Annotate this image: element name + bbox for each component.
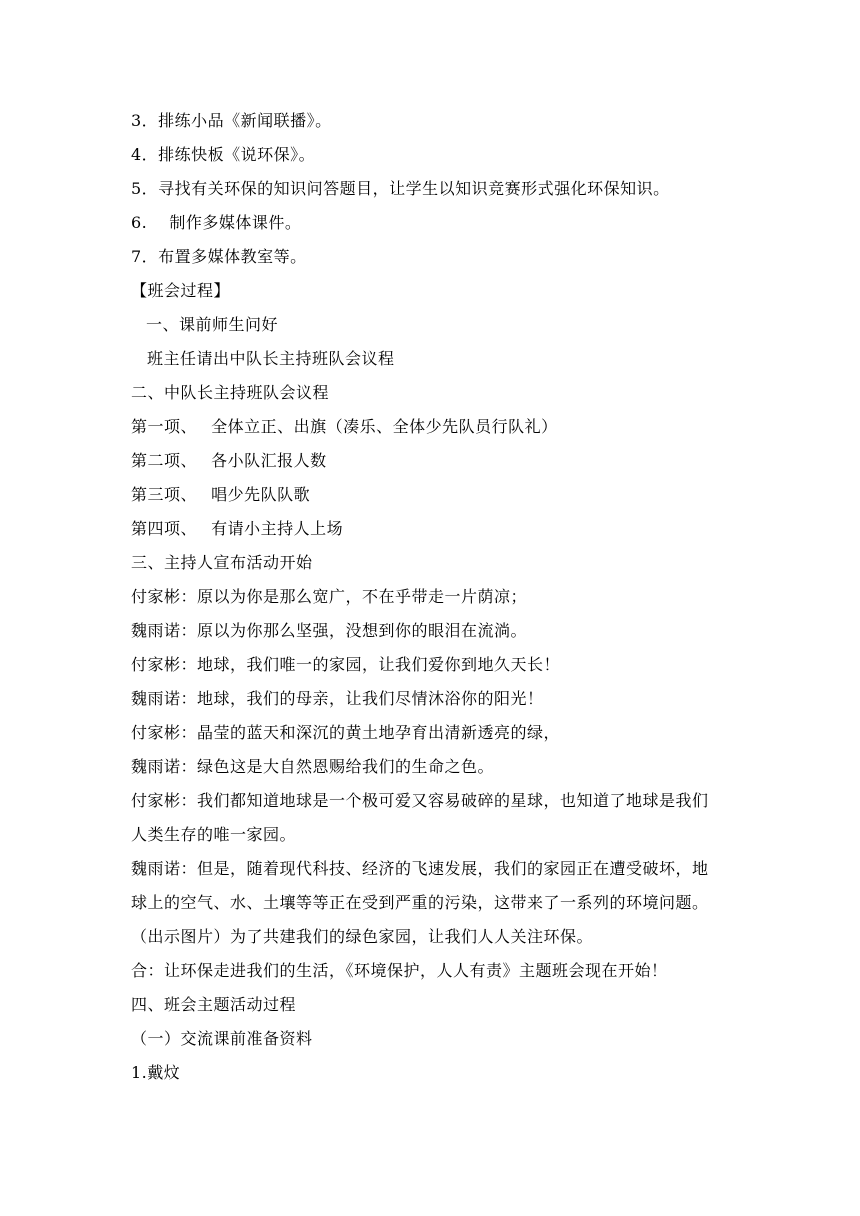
sub-heading-1: （一）交流课前准备资料 xyxy=(131,1029,313,1048)
prep-item-7: 7．布置多媒体教室等。 xyxy=(131,247,307,266)
dialogue-line: 魏雨诺：地球，我们的母亲，让我们尽情沐浴你的阳光！ xyxy=(131,689,544,708)
dialogue-line-together: 合：让环保走进我们的生活，《环境保护，人人有责》主题班会现在开始！ xyxy=(131,961,668,980)
list-item: 1.戴炆 xyxy=(131,1063,181,1082)
dialogue-line: 付家彬：地球，我们唯一的家园，让我们爱你到地久天长！ xyxy=(131,655,561,674)
dialogue-line: 球上的空气、水、土壤等等正在受到严重的污染，这带来了一系列的环境问题。 xyxy=(131,893,709,912)
agenda-item-1: 第一项、 全体立正、出旗（凑乐、全体少先队员行队礼） xyxy=(131,417,558,436)
dialogue-line: 付家彬：我们都知道地球是一个极可爱又容易破碎的星球，也知道了地球是我们 xyxy=(131,791,709,810)
prep-item-3: 3．排练小品《新闻联播》。 xyxy=(131,111,332,130)
agenda-item-2: 第二项、 各小队汇报人数 xyxy=(131,451,327,470)
step-heading-3: 三、主持人宣布活动开始 xyxy=(131,553,313,572)
dialogue-line: 魏雨诺：但是，随着现代科技、经济的飞速发展，我们的家园正在遭受破坏，地 xyxy=(131,859,709,878)
dialogue-line: 人类生存的唯一家园。 xyxy=(131,825,297,844)
step-heading-2: 二、中队长主持班队会议程 xyxy=(131,383,330,402)
prep-item-4: 4．排练快板《说环保》。 xyxy=(131,145,316,164)
dialogue-line: 魏雨诺：原以为你那么坚强，没想到你的眼泪在流淌。 xyxy=(131,621,528,640)
dialogue-line: （出示图片）为了共建我们的绿色家园，让我们人人关注环保。 xyxy=(131,927,594,946)
section-heading-class-process: 【班会过程】 xyxy=(131,281,231,300)
paragraph-line: 班主任请出中队长主持班队会议程 xyxy=(147,349,395,368)
prep-item-5: 5．寻找有关环保的知识问答题目，让学生以知识竞赛形式强化环保知识。 xyxy=(131,179,670,198)
dialogue-line: 付家彬：原以为你是那么宽广，不在乎带走一片荫凉； xyxy=(131,587,528,606)
dialogue-line: 付家彬：晶莹的蓝天和深沉的黄土地孕育出清新透亮的绿， xyxy=(131,723,561,742)
step-heading-1: 一、课前师生问好 xyxy=(146,315,279,334)
dialogue-line: 魏雨诺：绿色这是大自然恩赐给我们的生命之色。 xyxy=(131,757,495,776)
prep-item-6: 6. 制作多媒体课件。 xyxy=(131,213,302,232)
step-heading-4: 四、班会主题活动过程 xyxy=(131,995,297,1014)
agenda-item-3: 第三项、 唱少先队队歌 xyxy=(131,485,311,504)
agenda-item-4: 第四项、 有请小主持人上场 xyxy=(131,519,344,538)
